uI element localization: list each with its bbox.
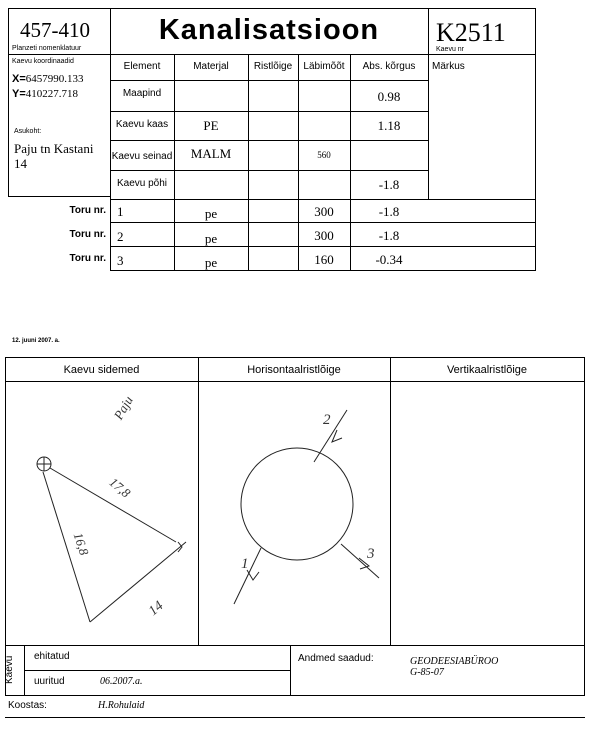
row-materjal: MALM: [190, 146, 232, 161]
asukoht-label: Asukoht:: [14, 128, 42, 135]
pipe-line-2: [314, 410, 347, 462]
distance-2: 16,8: [70, 530, 92, 557]
pipe-label-2: 2: [323, 412, 331, 428]
header-abs-korgus: Abs. kõrgus: [362, 61, 416, 72]
pipe-abs: -1.8: [378, 204, 400, 219]
row-element: Maapind: [122, 88, 162, 99]
pipe-nr: 3: [117, 253, 124, 268]
pipe-abs: -0.34: [375, 252, 403, 267]
ehitatud-label: ehitatud: [34, 651, 70, 662]
header-kaevu-sidemed: Kaevu sidemed: [63, 364, 140, 376]
distance-1: 17,8: [106, 474, 134, 501]
header-vertikaal: Vertikaalristlõige: [446, 364, 528, 376]
pipe-nr: 1: [117, 204, 124, 219]
row-labimoot: 560: [317, 150, 331, 160]
pipe-abs: -1.8: [378, 228, 400, 243]
coords-label: Kaevu koordinaadid: [12, 58, 74, 65]
pipe-materjal: pe: [204, 231, 218, 246]
asukoht-line1: Paju tn Kastani: [14, 141, 94, 156]
row-element: Kaevu seinad: [111, 151, 173, 162]
planzet-value: 457-410: [20, 18, 90, 42]
kaevu-nr-value: K2511: [436, 18, 506, 47]
row-abs: -1.8: [378, 177, 400, 192]
planzet-caption: Planzeti nomenklatuur: [12, 45, 82, 52]
pipe-labimoot: 300: [314, 228, 334, 243]
kaevu-nr-caption: Kaevu nr: [436, 46, 465, 53]
pipe-materjal: pe: [204, 206, 218, 221]
header-labimoot: Läbimõõt: [303, 61, 345, 72]
toru-label: Toru nr.: [69, 253, 106, 264]
uuritud-label: uuritud: [34, 676, 65, 687]
pipe-label-3: 3: [367, 546, 375, 562]
header-horisontaal: Horisontaalristlõige: [247, 364, 341, 376]
toru-label: Toru nr.: [69, 229, 106, 240]
kaevu-label: Kaevu: [4, 655, 15, 684]
andmed-value2: G-85-07: [410, 667, 444, 678]
row-abs: 0.98: [377, 89, 401, 104]
y-coordinate: Y=410227.718: [12, 88, 79, 100]
manhole-circle: [241, 448, 353, 560]
pipe-label-1: 1: [241, 556, 249, 572]
horizontal-section-sketch: [199, 382, 390, 644]
page-title: Kanalisatsioon: [158, 14, 380, 46]
pipe-arrow-1: [247, 570, 259, 580]
koostas-label: Koostas:: [8, 700, 47, 711]
koostas-value: H.Rohulaid: [98, 700, 145, 711]
row-abs: 1.18: [377, 118, 401, 133]
pipe-materjal: pe: [204, 255, 218, 270]
pipe-labimoot: 160: [314, 252, 334, 267]
uuritud-value: 06.2007.a.: [100, 676, 143, 687]
pipe-nr: 2: [117, 229, 124, 244]
date-label: 12. juuni 2007. a.: [12, 338, 60, 344]
header-materjal: Materjal: [193, 61, 229, 72]
asukoht-line2: 14: [14, 156, 27, 171]
pipe-labimoot: 300: [314, 204, 334, 219]
header-markus: Märkus: [432, 61, 465, 72]
row-element: Kaevu kaas: [115, 119, 169, 130]
row-materjal: PE: [203, 118, 219, 133]
andmed-value1: GEODEESIABÜROO: [410, 656, 499, 667]
street-label: Paju: [110, 393, 136, 423]
header-element: Element: [123, 61, 161, 72]
andmed-label: Andmed saadud:: [298, 653, 374, 664]
location-sketch: [6, 382, 198, 644]
toru-label: Toru nr.: [69, 205, 106, 216]
tie-line-3: [90, 542, 186, 622]
distance-3: 14: [146, 598, 167, 620]
header-ristloige: Ristlõige: [253, 61, 293, 72]
row-element: Kaevu põhi: [116, 178, 168, 189]
x-coordinate: X=6457990.133: [12, 73, 84, 85]
